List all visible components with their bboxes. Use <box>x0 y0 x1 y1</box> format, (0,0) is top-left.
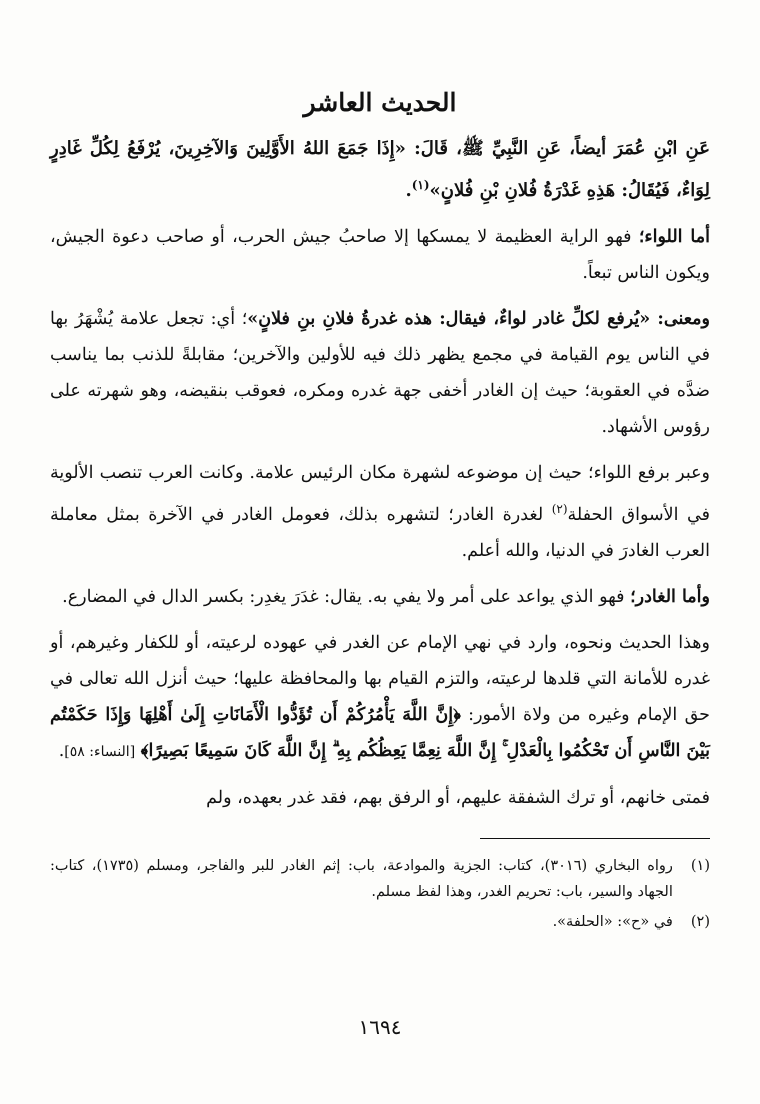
paragraph-text-cont: لغدرة الغادر؛ لتشهره بذلك، فعومل الغادر في الآخرة بمثل معاملة العرب الغادرَ في الدنيا، والله أعلم. <box>50 504 710 561</box>
footnote-2 <box>50 909 710 935</box>
paragraph-lead: أما اللواء؛ <box>638 227 710 247</box>
paragraph-text: فهو الراية العظيمة لا يمسكها إلا صاحبُ جيش الحرب، أو صاحب دعوة الجيش، ويكون الناس تبعاً. <box>50 227 710 283</box>
paragraph-end: . <box>58 740 65 761</box>
hadith-text <box>50 131 710 209</box>
hadith-body: عَنِ ابْنِ عُمَرَ أيضاً، عَنِ النَّبِيِّ ﷺ، قَالَ: «إِذَا جَمَعَ اللهُ الأَوَّلِينَ وَالآخِرِينَ، يُرْفَعُ لِكُلِّ غَادِرٍ لِوَاءٌ، فَيُقَالُ: هَذِهِ غَدْرَةُ فُلانِ بْنِ فُلانٍ» <box>50 138 710 201</box>
page-number: ١٦٩٤ <box>358 1015 402 1039</box>
paragraph-text: فمتى خانهم، أو ترك الشفقة عليهم، أو الرفق بهم، فقد غدر بعهده، ولم <box>206 787 710 808</box>
paragraph-last <box>50 780 710 816</box>
footnote-1 <box>50 853 710 905</box>
footnote-number: (١) <box>690 857 710 874</box>
paragraph-hadith-context <box>50 625 710 770</box>
paragraph-liwa <box>50 219 710 291</box>
paragraph-text: فهو الذي يواعد على أمر ولا يفي به. يقال: غدَرَ يغدِر: بكسر الدال في المضارع. <box>62 586 631 607</box>
verse-reference: [النساء: ٥٨] <box>64 743 136 760</box>
hadith-end: . <box>405 180 412 201</box>
paragraph-ghadir <box>50 579 710 615</box>
paragraph-lead: ومعنى: <box>650 309 711 329</box>
paragraph-raise <box>50 455 710 569</box>
paragraph-text: وهذا الحديث ونحوه، وارد في نهي الإمام عن الغدر في عهوده لرعيته، أو للكفار وغيرهم، أو غدره للأمانة التي قلدها لرعيته، والتزم القيام بها والمحافظة عليها؛ حيث أنزل الله تعالى في حق الإمام وغيره من ولاة الأمور: <box>50 632 710 725</box>
footnote-text: رواه البخاري (٣٠١٦)، كتاب: الجزية والموادعة، باب: إثم الغادر للبر والفاجر، ومسلم (١٧٣٥)، كتاب: الجهاد والسير، باب: تحريم الغدر، وهذا لفظ مسلم. <box>50 857 673 900</box>
paragraph-text: ؛ أي: تجعل علامة يُشْهَرُ بها في الناس يوم القيامة في مجمع يظهر ذلك فيه للأولين والآخرين؛ مقابلةً للذنب بما يناسب ضدَّه في العقوبة؛ حيث إن الغادر أخفى جهة غدره ومكره، فعوقب بنقيضه، وهو شهرته على رؤوس الأشهاد. <box>50 309 710 437</box>
footnote-text: في «ح»: «الحلفة». <box>552 913 673 930</box>
paragraph-text: وعبر برفع اللواء؛ حيث إن موضوعه لشهرة مكان الرئيس علامة. وكانت العرب تنصب الألوية في الأسواق الحفلة <box>50 463 710 525</box>
footnote-marker-1[interactable]: (١) <box>411 178 430 192</box>
footnote-marker-2[interactable]: (٢) <box>551 502 568 516</box>
paragraph-meaning <box>50 301 710 445</box>
paragraph-lead: وأما الغادر؛ <box>630 586 710 607</box>
quran-verse: ﴿إِنَّ اللَّهَ يَأْمُرُكُمْ أَن تُؤَدُّوا الْأَمَانَاتِ إِلَىٰ أَهْلِهَا وَإِذَا حَكَمْتُم بَيْنَ النَّاسِ أَن تَحْكُمُوا بِالْعَدْلِ ۚ إِنَّ اللَّهَ نِعِمَّا يَعِظُكُم بِهِ ۗ إِنَّ اللَّهَ كَانَ سَمِيعًا بَصِيرًا﴾ <box>50 704 710 761</box>
footnote-number: (٢) <box>690 913 710 930</box>
hadith-quote: «يُرفع لكلِّ غادر لواءٌ، فيقال: هذه غدرةُ فلانِ بنِ فلانٍ» <box>247 309 651 329</box>
footnote-divider <box>480 838 710 839</box>
page-title: الحديث العاشر <box>303 88 457 117</box>
